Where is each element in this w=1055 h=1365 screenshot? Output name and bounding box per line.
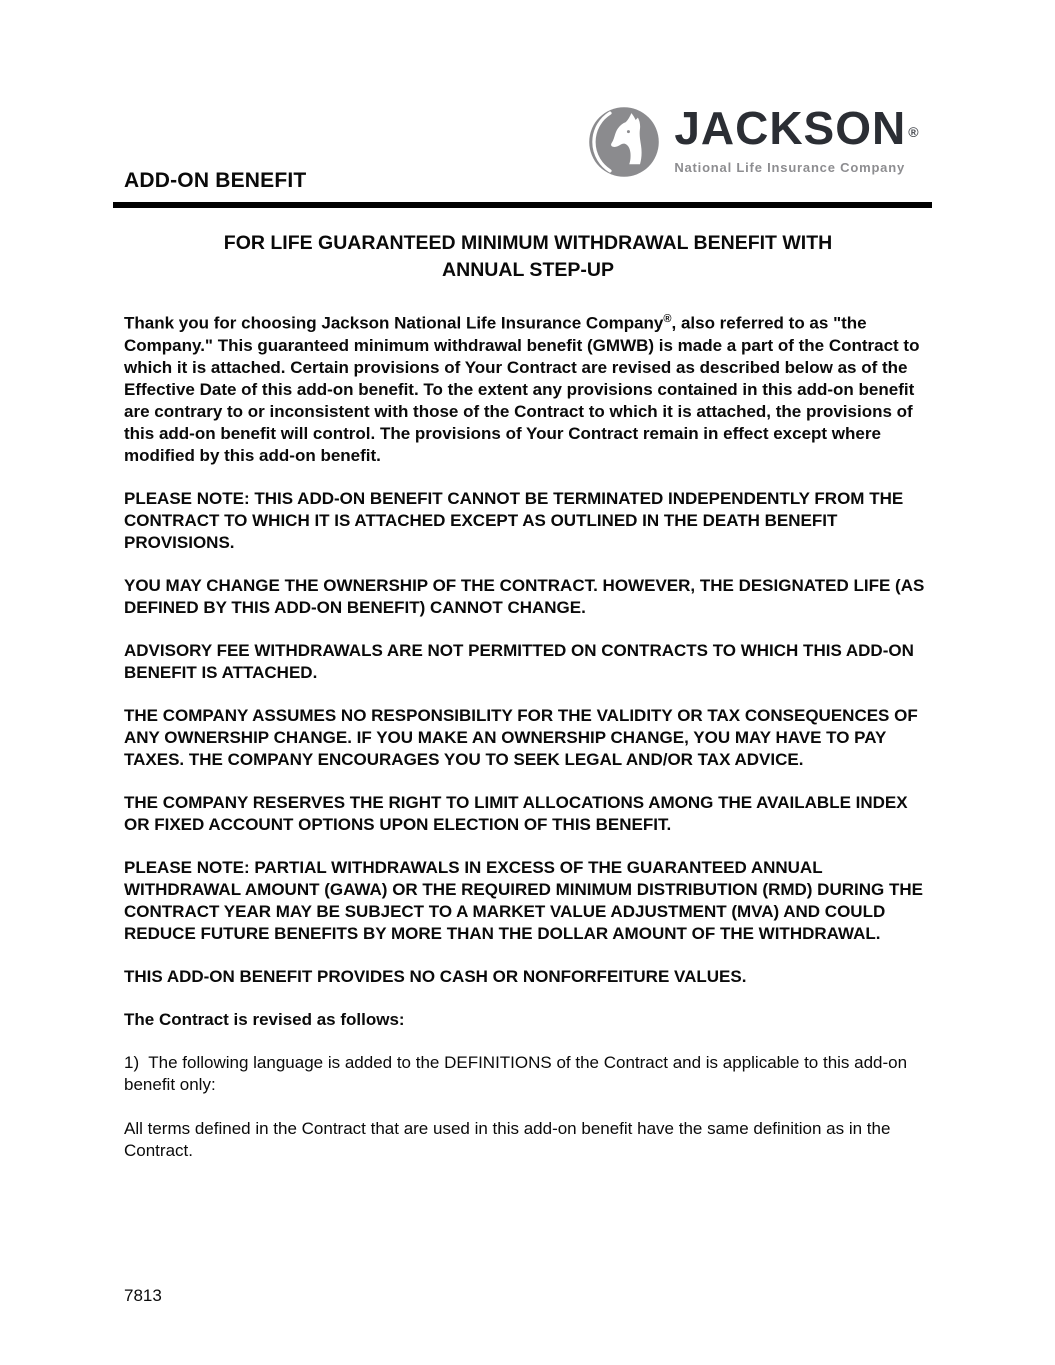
registered-trademark-icon: ® (908, 124, 919, 140)
logo-text (674, 103, 921, 175)
advisory-fee-notice: ADVISORY FEE WITHDRAWALS ARE NOT PERMITTED ON CONTRACTS TO WHICH THIS ADD-ON BENEFIT IS ATTACHED. (124, 640, 914, 682)
ownership-change-notice: YOU MAY CHANGE THE OWNERSHIP OF THE CONTRACT. HOWEVER, THE DESIGNATED LIFE (AS DEFINED BY THIS ADD-ON BENEFIT) CANNOT CHANGE. (124, 575, 925, 617)
logo-tagline: National Life Insurance Company (674, 160, 905, 175)
intro-paragraph (124, 308, 932, 467)
document-body (124, 230, 932, 1163)
termination-notice: PLEASE NOTE: THIS ADD-ON BENEFIT CANNOT BE TERMINATED INDEPENDENTLY FROM THE CONTRACT TO WHICH IT IS ATTACHED EXCEPT AS OUTLINED IN THE DEATH BENEFIT PROVISIONS. (124, 488, 904, 552)
excess-withdrawal-notice: PLEASE NOTE: PARTIAL WITHDRAWALS IN EXCESS OF THE GUARANTEED ANNUAL WITHDRAWAL AMOUNT (GAWA) OR THE REQUIRED MINIMUM DISTRIBUTION (RMD) DURING THE CONTRACT YEAR MAY BE SUBJECT TO A MARKET VALUE ADJUSTMENT (MVA) AND COULD REDUCE FUTURE BENEFITS BY MORE THAN THE DOLLAR AMOUNT OF THE WITHDRAWAL. (124, 857, 923, 943)
horse-head-icon (587, 105, 661, 179)
header-divider (113, 202, 932, 208)
jackson-logo (587, 103, 921, 179)
doc-type-heading: ADD-ON BENEFIT (124, 169, 307, 192)
intro-text-after-mark: , also referred to as "the Company." This guaranteed minimum withdrawal benefit (GMWB) is made a part of the Contract to which it is attached. Certain provisions of Your Contract are revised as described below as of the Effective Date of this add-on benefit. To the extent any provisions contained in this add-on benefit are contrary to or inconsistent with those of the Contract to which it is attached, the provisions of this add-on benefit will control. The provisions of Your Contract remain in effect except where modified by this add-on benefit. (124, 313, 920, 465)
allocation-limit-notice: THE COMPANY RESERVES THE RIGHT TO LIMIT ALLOCATIONS AMONG THE AVAILABLE INDEX OR FIXED ACCOUNT OPTIONS UPON ELECTION OF THIS BENEFIT. (124, 792, 908, 834)
revision-item-1: 1) The following language is added to the DEFINITIONS of the Contract and is applicable to this add-on benefit only: (124, 1052, 908, 1095)
contract-revision-heading: The Contract is revised as follows: (124, 1009, 405, 1029)
brand-wordmark: JACKSON (674, 102, 907, 154)
no-cash-value-notice: THIS ADD-ON BENEFIT PROVIDES NO CASH OR NONFORFEITURE VALUES. (124, 966, 747, 986)
form-number: 7813 (124, 1286, 162, 1305)
registered-mark-icon: ® (663, 313, 672, 325)
title-line: ANNUAL STEP-UP (442, 259, 614, 281)
tax-consequences-notice: THE COMPANY ASSUMES NO RESPONSIBILITY FOR THE VALIDITY OR TAX CONSEQUENCES OF ANY OWNERSHIP CHANGE. IF YOU MAKE AN OWNERSHIP CHANGE, YOU MAY HAVE TO PAY TAXES. THE COMPANY ENCOURAGES YOU TO SEEK LEGAL AND/OR TAX ADVICE. (124, 705, 918, 769)
benefit-title (124, 230, 932, 284)
intro-text-before-mark: Thank you for choosing Jackson National Life Insurance Company (124, 313, 664, 333)
definitions-note: All terms defined in the Contract that are used in this add-on benefit have the same definition as in the Contract. (124, 1118, 891, 1161)
title-line: FOR LIFE GUARANTEED MINIMUM WITHDRAWAL BENEFIT WITH (223, 232, 833, 254)
